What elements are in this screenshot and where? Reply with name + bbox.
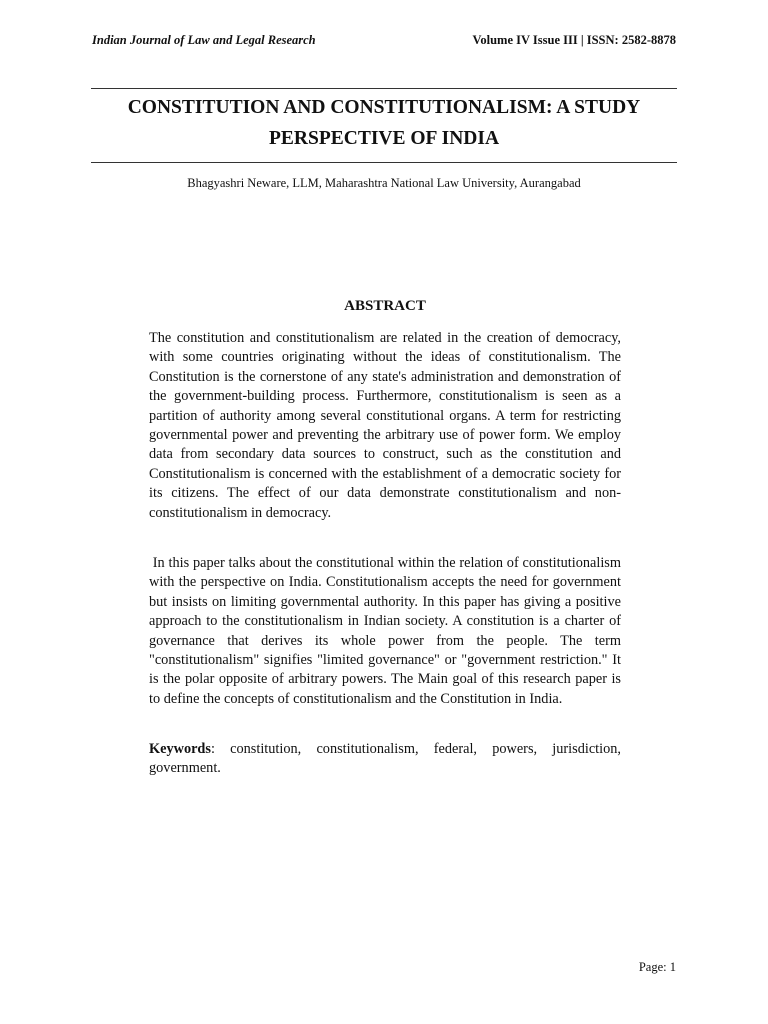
- keywords-label: Keywords: [149, 741, 211, 757]
- abstract-paragraph-2: [149, 554, 621, 709]
- volume-issn: Volume IV Issue III | ISSN: 2582-8878: [472, 33, 676, 47]
- page-number: Page: 1: [638, 960, 676, 974]
- abstract-paragraph-2-text: In this paper talks about the constitutional within the relation of constitutionalism with the perspective on India. Constitutionalism accepts the need for government but insists on limiting governmental authority. In this paper has giving a positive approach to the constitutionalism in Indian society. A constitution is a charter of governance that derives its whole power from the people. The term "constitutionalism" signifies "limited governance" or "government restriction." It is the polar opposite of arbitrary powers. The Main goal of this research paper is to define the concepts of constitutionalism and the Constitution in India.: [149, 555, 621, 707]
- journal-name: Indian Journal of Law and Legal Research: [92, 33, 316, 47]
- author-affiliation: Bhagyashri Neware, LLM, Maharashtra National Law University, Aurangabad: [187, 176, 581, 190]
- abstract-heading: ABSTRACT: [344, 298, 426, 314]
- running-header: [92, 33, 676, 51]
- keywords-line: [149, 740, 621, 779]
- keywords-text: : constitution, constitutionalism, federal, powers, jurisdiction, government.: [149, 741, 621, 777]
- title-rule-bottom: [91, 162, 677, 163]
- paper-title: CONSTITUTION AND CONSTITUTIONALISM: A STUDY PERSPECTIVE OF INDIA: [127, 97, 641, 149]
- title-rule-top: [91, 88, 677, 89]
- abstract-paragraph-1: The constitution and constitutionalism are related in the creation of democracy, with some countries originating without the ideas of constitutionalism. The Constitution is the cornerstone of any state's administration and demonstration of the government-building process. Furthermore, constitutionalism is seen as a partition of authority among several constitutional organs. A term for restricting governmental power and preventing the arbitrary use of power form. We employ data from secondary data sources to construct, such as the constitution and Constitutionalism is concerned with the establishment of a democratic society for its citizens. The effect of our data demonstrate constitutionalism and non-constitutionalism in democracy.: [149, 330, 621, 521]
